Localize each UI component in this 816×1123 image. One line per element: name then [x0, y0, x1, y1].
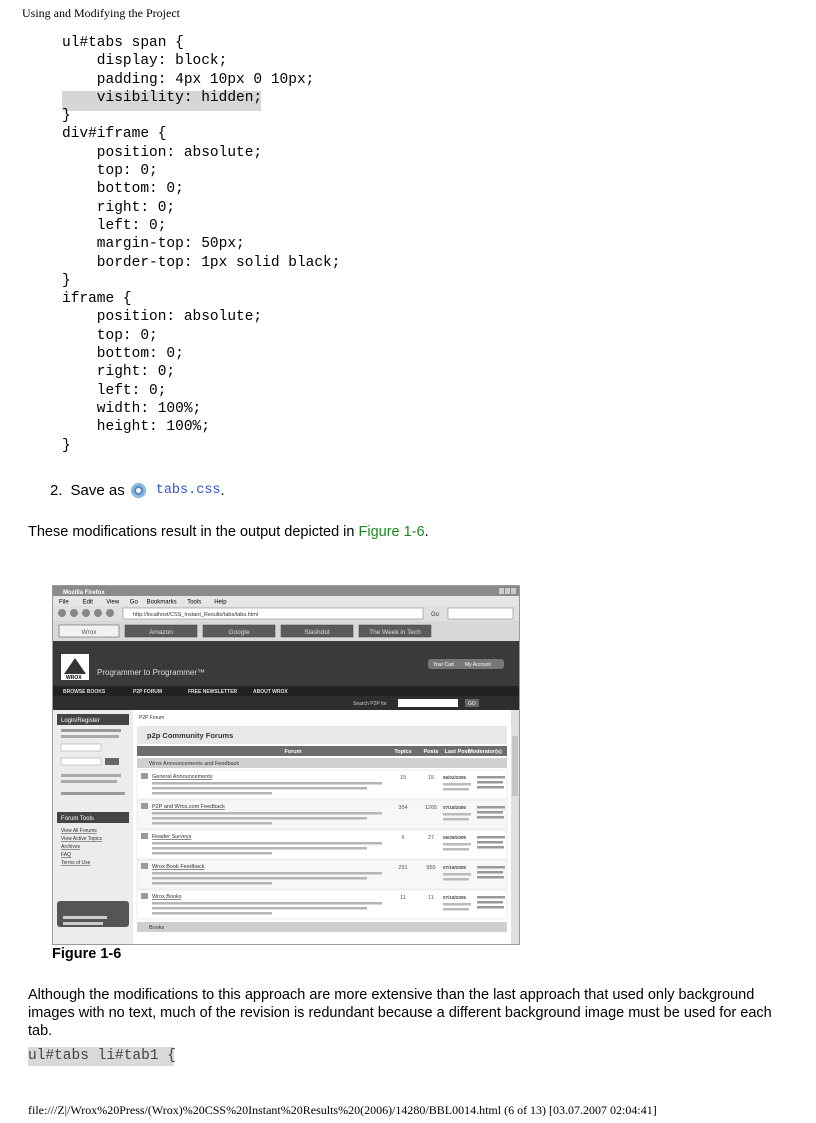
step-end: . — [220, 482, 225, 499]
cd-icon — [131, 483, 146, 498]
forum-row-moderators — [477, 866, 505, 869]
forum-row-lastpost: 07/18/2005 — [443, 805, 466, 810]
forum-row-posts: 27 — [427, 835, 435, 841]
cart-button: Your Cart — [433, 662, 454, 668]
forum-row-topics: 354 — [398, 805, 408, 811]
forum-tool-link-4[interactable]: Terms of Use — [61, 860, 91, 866]
forum-row-lastpost: 06/02/2005 — [443, 775, 466, 780]
search-label: Search P2P for — [353, 701, 387, 707]
forum-breadcrumb: P2P Forum — [139, 715, 165, 721]
forward-icon — [70, 609, 78, 617]
forum-row-topics: 15 — [399, 775, 407, 781]
page-footer: file:///Z|/Wrox%20Press/(Wrox)%20CSS%20Instant%20Results%20(2006)/14280/BBL0014.html (6 of 13) [03.07.2007 02:04:41] — [28, 1103, 657, 1117]
search-box — [448, 608, 513, 619]
browser-tab-label-0: Wrox — [81, 629, 97, 636]
browser-screenshot — [53, 586, 519, 944]
stop-icon — [94, 609, 102, 617]
forum-row-name[interactable]: P2P and Wrox.com Feedback — [152, 804, 225, 810]
site-nav-item-2[interactable]: FREE NEWSLETTER — [188, 689, 238, 695]
forum-row-topics: 11 — [400, 895, 406, 901]
window-titlebar — [53, 586, 519, 596]
forum-tool-link-3[interactable]: FAQ — [61, 852, 72, 858]
forum-tool-link-0[interactable]: View All Forums — [61, 828, 97, 834]
forum-tool-link-2[interactable]: Archives — [61, 844, 81, 850]
code-snippet: ul#tabs li#tab1 { — [28, 1048, 176, 1064]
url-text: http://localhost/CSS_Instant_Results/tabs/tabs.html — [133, 612, 259, 618]
forum-row-name[interactable]: Reader Surveys — [152, 834, 192, 840]
folder-icon — [141, 833, 148, 839]
login-password — [61, 758, 101, 765]
menu-bar — [53, 596, 519, 606]
folder-icon — [141, 803, 148, 809]
forum-row-moderators — [477, 806, 505, 809]
login-go — [105, 758, 119, 765]
step-number: 2. — [50, 482, 63, 499]
step-2 — [50, 482, 225, 499]
browser-tab-label-1: Amazon — [149, 629, 173, 636]
code-block: ul#tabs span { display: block; padding: 4px 10px 0 10px; visibility: hidden; } div#iframe { position: absolute; top: 0; bottom: 0; right: 0; left: 0; margin-top: 50px; border-top: 1px solid black; } iframe { position: absolute; top: 0; bottom: 0; right: 0; left: 0; width: 100%; height: 100%; } — [62, 35, 341, 454]
file-link[interactable]: tabs.css — [155, 483, 221, 498]
forum-row-name[interactable]: Wrox Books — [152, 894, 182, 900]
forum-title: p2p Community Forums — [147, 731, 234, 740]
figure-caption: Figure 1-6 — [52, 946, 122, 962]
maximize-icon — [505, 588, 510, 594]
site-nav-item-1[interactable]: P2P FORUM — [133, 689, 163, 695]
forum-books-bar — [137, 922, 507, 932]
forum-row-lastpost: 07/18/2005 — [443, 865, 466, 870]
forum-row-lastpost: 07/18/2005 — [443, 895, 466, 900]
site-search-go-label: GO — [468, 701, 476, 707]
back-icon — [58, 609, 66, 617]
forum-column-4: Moderator(s) — [468, 749, 502, 755]
figure-link[interactable]: Figure 1-6 — [358, 524, 425, 540]
paragraph-2: Although the modifications to this approach are more extensive than the last approach that used only background images with no text, much of the revision is redundant because a different background image must be used for each tab. — [28, 987, 772, 1039]
forum-tools-title: Forum Tools — [61, 816, 94, 822]
forum-row-moderators — [477, 776, 505, 779]
forum-row-moderators — [477, 896, 505, 899]
forum-row-topics: 291 — [398, 865, 408, 871]
forum-row-name[interactable]: Wrox Book Feedback — [152, 864, 205, 870]
forum-column-3: Last Post — [444, 749, 470, 755]
home-icon — [106, 609, 114, 617]
forum-row-topics: 6 — [401, 835, 405, 841]
account-button: My Account — [465, 662, 491, 668]
login-title: Login/Register — [61, 718, 100, 724]
site-nav-item-3[interactable]: ABOUT WROX — [253, 689, 288, 695]
menu-item-2[interactable]: View — [106, 599, 120, 606]
forum-section: Wrox Announcements and Feedback — [149, 761, 240, 767]
menu-item-4[interactable]: Bookmarks — [146, 599, 177, 606]
forum-books: Books — [149, 925, 165, 931]
browser-tab-label-3: Slashdot — [304, 629, 330, 636]
menu-item-5[interactable]: Tools — [187, 599, 202, 606]
folder-icon — [141, 773, 148, 779]
go-label: Go — [431, 612, 440, 618]
folder-icon — [141, 893, 148, 899]
page-header: Using and Modifying the Project — [22, 6, 180, 20]
minimize-icon — [499, 588, 504, 594]
browser-tab-label-4: The Week in Tech — [369, 629, 421, 636]
para1-before: These modifications result in the output depicted in — [28, 524, 359, 540]
scrollbar-thumb — [512, 736, 518, 796]
reload-icon — [82, 609, 90, 617]
browser-tab-label-2: Google — [228, 629, 250, 636]
para1-after: . — [424, 524, 429, 540]
window-title: Mozilla Firefox — [63, 590, 105, 596]
menu-item-0[interactable]: File — [59, 599, 69, 606]
menu-item-6[interactable]: Help — [214, 599, 227, 606]
forum-column-0: Forum — [284, 749, 302, 755]
login-username — [61, 744, 101, 751]
forum-row-lastpost: 06/29/2005 — [443, 835, 466, 840]
step-text: Save as — [70, 482, 125, 499]
forum-row-posts: 11 — [428, 895, 434, 901]
close-icon — [511, 588, 516, 594]
forum-column-1: Topics — [394, 749, 412, 755]
logo-text: WROX — [66, 675, 82, 681]
forum-row-posts: 15 — [427, 775, 435, 781]
forum-row-name[interactable]: General Announcements — [152, 774, 213, 780]
folder-icon — [141, 863, 148, 869]
forum-tool-link-1[interactable]: View Active Topics — [61, 836, 102, 842]
figure-screenshot — [52, 585, 520, 945]
menu-item-1[interactable]: Edit — [82, 599, 93, 606]
site-tagline: Programmer to Programmer™ — [97, 668, 206, 677]
menu-item-3[interactable]: Go — [129, 599, 138, 606]
forum-row-posts: 1265 — [424, 805, 438, 811]
forum-row-posts: 950 — [426, 865, 436, 871]
paragraph-1 — [28, 523, 429, 541]
site-search-input — [398, 699, 458, 707]
site-nav-item-0[interactable]: BROWSE BOOKS — [63, 689, 106, 695]
forum-row-moderators — [477, 836, 505, 839]
forum-column-2: Posts — [423, 749, 439, 755]
